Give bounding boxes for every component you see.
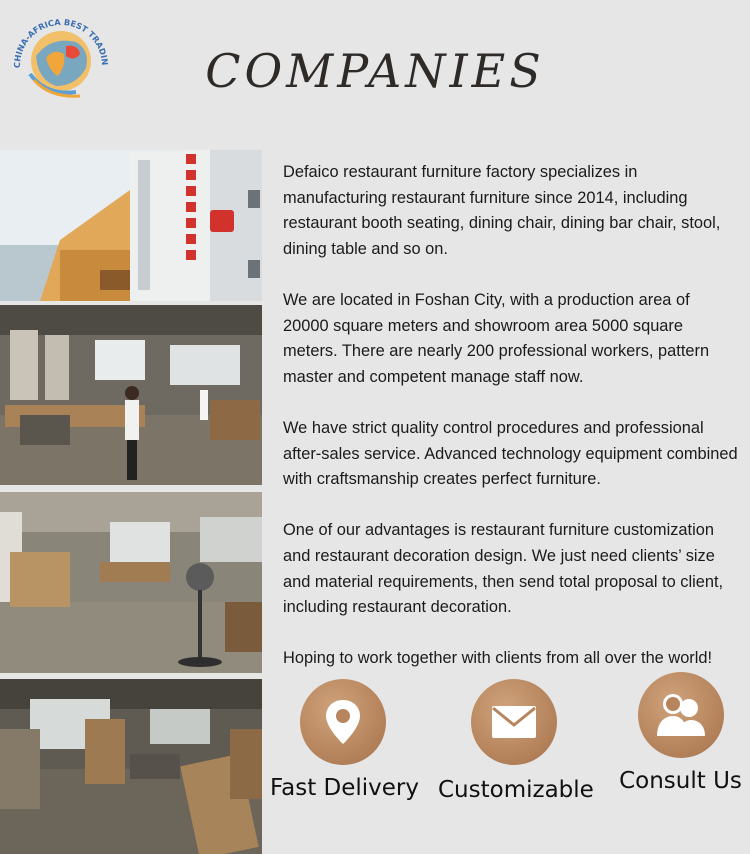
factory-building-photo <box>0 150 262 301</box>
paragraph-quality: We have strict quality control procedures and professional after-sales service. Advanced technology equipment combined with craftsmanship creates perfect furniture. <box>283 418 738 489</box>
customizable-label: Customizable <box>438 777 594 803</box>
workshop-photo-2 <box>0 492 262 673</box>
feature-fast-delivery[interactable] <box>270 679 419 801</box>
paragraph-intro: Defaico restaurant furniture factory specializes in manufacturing restaurant furniture since 2014, including restaurant booth seating, dining chair, dining bar chair, stool, dining table and so on. <box>283 163 721 258</box>
location-pin-icon <box>323 698 363 746</box>
consult-us-label: Consult Us <box>619 768 742 794</box>
page-title: COMPANIES <box>205 44 545 98</box>
consult-us-badge[interactable] <box>638 672 724 758</box>
logo-text: CHINA-AFRICA BEST TRADIN <box>11 16 111 69</box>
fast-delivery-badge[interactable] <box>300 679 386 765</box>
paragraph-location: We are located in Foshan City, with a production area of 20000 square meters and showroom area 5000 square meters. There are nearly 200 professional workers, pattern master and competent manage staff now. <box>283 290 710 386</box>
customizable-badge[interactable] <box>471 679 557 765</box>
workshop-photo-1 <box>0 305 262 485</box>
envelope-icon <box>491 705 537 739</box>
company-description <box>283 160 738 697</box>
feature-consult-us[interactable] <box>618 672 743 794</box>
feature-customizable[interactable] <box>438 679 594 803</box>
fast-delivery-label: Fast Delivery <box>270 775 419 801</box>
paragraph-customization: One of our advantages is restaurant furniture customization and restaurant decoration design. We just need clients’ size and material requirements, then send total proposal to client, including restaurant decoration. <box>283 521 724 617</box>
paragraph-closing: Hoping to work together with clients from all over the world! <box>283 649 713 668</box>
workshop-photo-3 <box>0 679 262 854</box>
users-icon <box>655 692 707 738</box>
